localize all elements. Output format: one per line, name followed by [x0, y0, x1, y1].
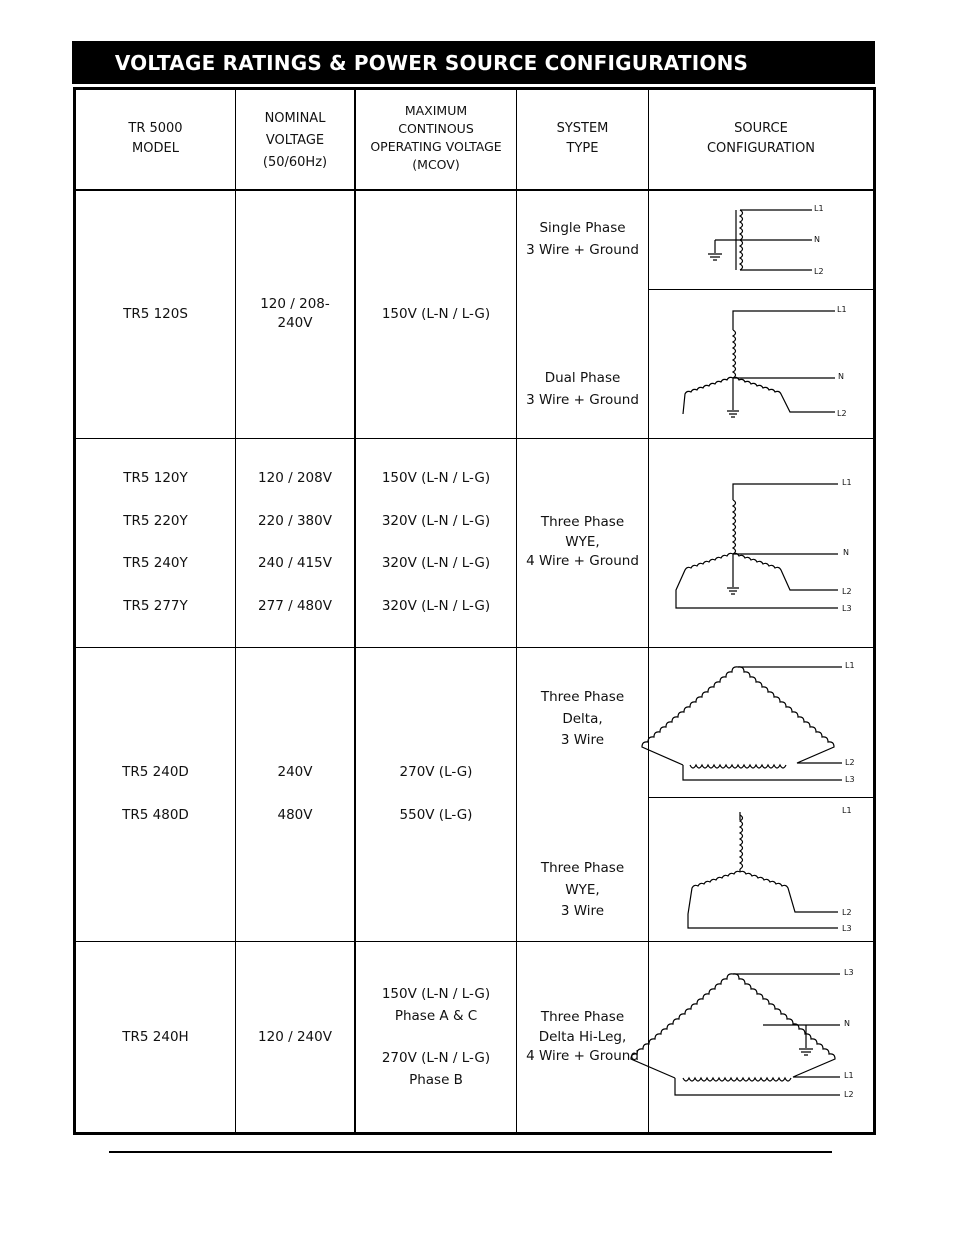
system-type-cell: Three Phase Delta, 3 Wire: [540, 689, 625, 748]
terminal-label: L1: [842, 478, 852, 487]
model-cell: TR5 120Y TR5 220Y TR5 240Y TR5 277Y: [123, 470, 188, 614]
footer-rule: [109, 1151, 832, 1153]
terminal-label: N: [843, 548, 849, 557]
terminal-label: L3: [842, 924, 852, 933]
model-cell: TR5 240D TR5 480D: [122, 764, 189, 823]
system-type-cell: Single Phase 3 Wire + Ground: [526, 220, 639, 258]
terminal-label: L2: [842, 587, 852, 596]
mcov-cell: 270V (L-G) 550V (L-G): [399, 764, 473, 823]
terminal-label: L2: [814, 267, 824, 276]
mcov-cell: 150V (L-N / L-G) 320V (L-N / L-G) 320V (L-N / L-G) 320V (L-N / L-G): [381, 470, 491, 614]
terminal-label: L3: [844, 968, 854, 977]
system-type-cell: Three Phase WYE, 4 Wire + Ground: [526, 514, 639, 569]
terminal-label: L1: [842, 806, 852, 815]
nominal-cell: 120 / 208V 220 / 380V 240 / 415V 277 / 480V: [258, 470, 332, 614]
model-cell: TR5 240H: [122, 1029, 189, 1045]
system-type-cell: Three Phase WYE, 3 Wire: [540, 860, 625, 919]
header-source-config: SOURCE CONFIGURATION: [706, 121, 816, 156]
terminal-label: L2: [837, 409, 847, 418]
terminal-label: L2: [845, 758, 855, 767]
terminal-label: L1: [845, 661, 855, 670]
terminal-label: N: [838, 372, 844, 381]
terminal-label: L3: [845, 775, 855, 784]
model-cell: TR5 120S: [123, 306, 188, 322]
terminal-label: L3: [842, 604, 852, 613]
terminal-label: N: [814, 235, 820, 244]
terminal-label: L2: [842, 908, 852, 917]
terminal-label: L1: [837, 305, 847, 314]
nominal-cell: 240V 480V: [277, 764, 313, 823]
header-model: TR 5000 MODEL: [128, 121, 183, 156]
page-title: VOLTAGE RATINGS & POWER SOURCE CONFIGURATIONS: [114, 50, 749, 75]
nominal-cell: 120 / 240V: [258, 1029, 332, 1045]
system-type-cell: Dual Phase 3 Wire + Ground: [526, 370, 639, 408]
header-nominal-voltage: NOMINAL VOLTAGE (50/60Hz): [262, 111, 328, 170]
terminal-label: N: [844, 1019, 850, 1028]
header-mcov: MAXIMUM CONTINOUS OPERATING VOLTAGE (MCOV): [370, 103, 502, 172]
terminal-label: L1: [814, 204, 824, 213]
nominal-cell: 120 / 208- 240V: [260, 296, 330, 331]
system-type-cell: Three Phase Delta Hi-Leg, 4 Wire + Ground: [526, 1009, 639, 1064]
terminal-label: L2: [844, 1090, 854, 1099]
mcov-cell: 150V (L-N / L-G): [381, 306, 491, 322]
header-system-type: SYSTEM TYPE: [556, 121, 609, 156]
mcov-cell: 150V (L-N / L-G) Phase A & C 270V (L-N / L-G) Phase B: [381, 986, 491, 1088]
terminal-label: L1: [844, 1071, 854, 1080]
